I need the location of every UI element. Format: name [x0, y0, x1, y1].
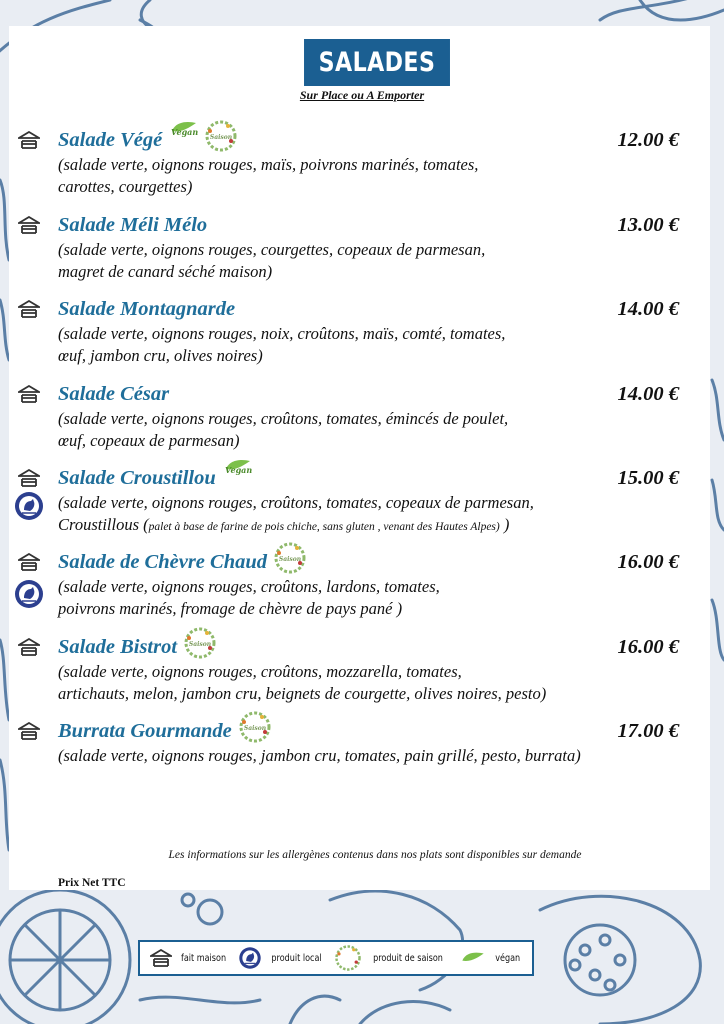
- vegan-leaf-icon: [222, 457, 254, 475]
- item-price: 16.00 €: [617, 551, 679, 573]
- home-made-icon: [18, 300, 40, 318]
- item-description: (salade verte, oignons rouges, jambon cru, tomates, pain grillé, pesto, burrata): [58, 746, 581, 765]
- item-name: Salade Bistrot: [58, 636, 178, 658]
- page-subtitle: Sur Place ou A Emporter: [299, 88, 425, 102]
- item-price: 14.00 €: [617, 298, 679, 320]
- item-description: (salade verte, oignons rouges, maïs, poivrons marinés, tomates, carottes, courgettes): [58, 155, 479, 196]
- svg-text:Saison: Saison: [278, 556, 302, 563]
- svg-text:Saison: Saison: [188, 641, 212, 648]
- item-description: (salade verte, oignons rouges, courgettes, copeaux de parmesan, magret de canard séché maison): [58, 240, 486, 281]
- home-made-icon: [18, 722, 40, 740]
- item-price: 13.00 €: [617, 214, 679, 236]
- home-made-icon: [18, 131, 40, 149]
- home-made-icon: [18, 553, 40, 571]
- home-made-icon: [18, 638, 40, 656]
- local-product-badge-icon: [238, 945, 262, 971]
- item-name: Salade Végé: [58, 129, 163, 151]
- item-description: (salade verte, oignons rouges, croûtons, tomates, émincés de poulet, œuf, copeaux de parmesan): [58, 409, 509, 450]
- home-made-icon: [18, 469, 40, 487]
- home-made-icon: [18, 216, 40, 234]
- item-name: Salade César: [58, 383, 170, 405]
- local-product-badge-icon: [14, 577, 44, 611]
- allergen-note: Les informations sur les allergènes contenus dans nos plats sont disponibles sur demande: [168, 849, 582, 861]
- vegan-leaf-icon: [458, 950, 488, 966]
- svg-text:Vegan: Vegan: [171, 127, 199, 137]
- legend-item-produit-local: produit local: [238, 945, 326, 971]
- season-wreath-icon: [238, 710, 272, 744]
- item-price: 17.00 €: [617, 720, 679, 742]
- home-made-icon: [18, 385, 40, 403]
- item-description: (salade verte, oignons rouges, noix, croûtons, maïs, comté, tomates, œuf, jambon cru, olives noires): [58, 324, 506, 365]
- item-name: Salade Croustillou: [58, 467, 216, 489]
- item-price: 15.00 €: [617, 467, 679, 489]
- item-name: Burrata Gourmande: [58, 720, 232, 742]
- page-title: SALADES: [304, 39, 450, 86]
- legend-item-produit-saison: produit de saison: [334, 944, 449, 972]
- item-price: 16.00 €: [617, 636, 679, 658]
- item-name: Salade de Chèvre Chaud: [58, 551, 267, 573]
- item-description: (salade verte, oignons rouges, croûtons, tomates, copeaux de parmesan, Croustillous (palet à base de farine de pois chiche, sans gluten , venant des Hautes Alpes) ): [58, 493, 534, 534]
- legend-box: [138, 940, 534, 976]
- season-wreath-icon: [334, 944, 362, 972]
- svg-text:Saison: Saison: [243, 725, 266, 732]
- season-wreath-icon: [204, 119, 238, 153]
- vegan-leaf-icon: [168, 119, 200, 137]
- season-wreath-icon: [273, 541, 307, 575]
- item-description: (salade verte, oignons rouges, croûtons, mozzarella, tomates, artichauts, melon, jambon cru, beignets de courgette, olives noires, pesto): [58, 662, 547, 703]
- item-price: 12.00 €: [617, 129, 679, 151]
- price-note: Prix Net TTC: [58, 877, 126, 889]
- season-wreath-icon: [183, 626, 217, 660]
- item-price: 14.00 €: [617, 383, 679, 405]
- home-made-icon: [150, 949, 172, 967]
- item-description: (salade verte, oignons rouges, croûtons, lardons, tomates, poivrons marinés, fromage de chèvre de pays pané ): [58, 577, 440, 618]
- svg-text:Vegan: Vegan: [224, 465, 252, 475]
- svg-text:Saison: Saison: [210, 134, 233, 141]
- legend-item-vegan: végan: [458, 950, 522, 966]
- local-product-badge-icon: [14, 489, 44, 523]
- item-name: Salade Méli Mélo: [58, 214, 208, 236]
- item-name: Salade Montagnarde: [58, 298, 236, 320]
- legend-item-fait-maison: fait maison: [150, 949, 230, 967]
